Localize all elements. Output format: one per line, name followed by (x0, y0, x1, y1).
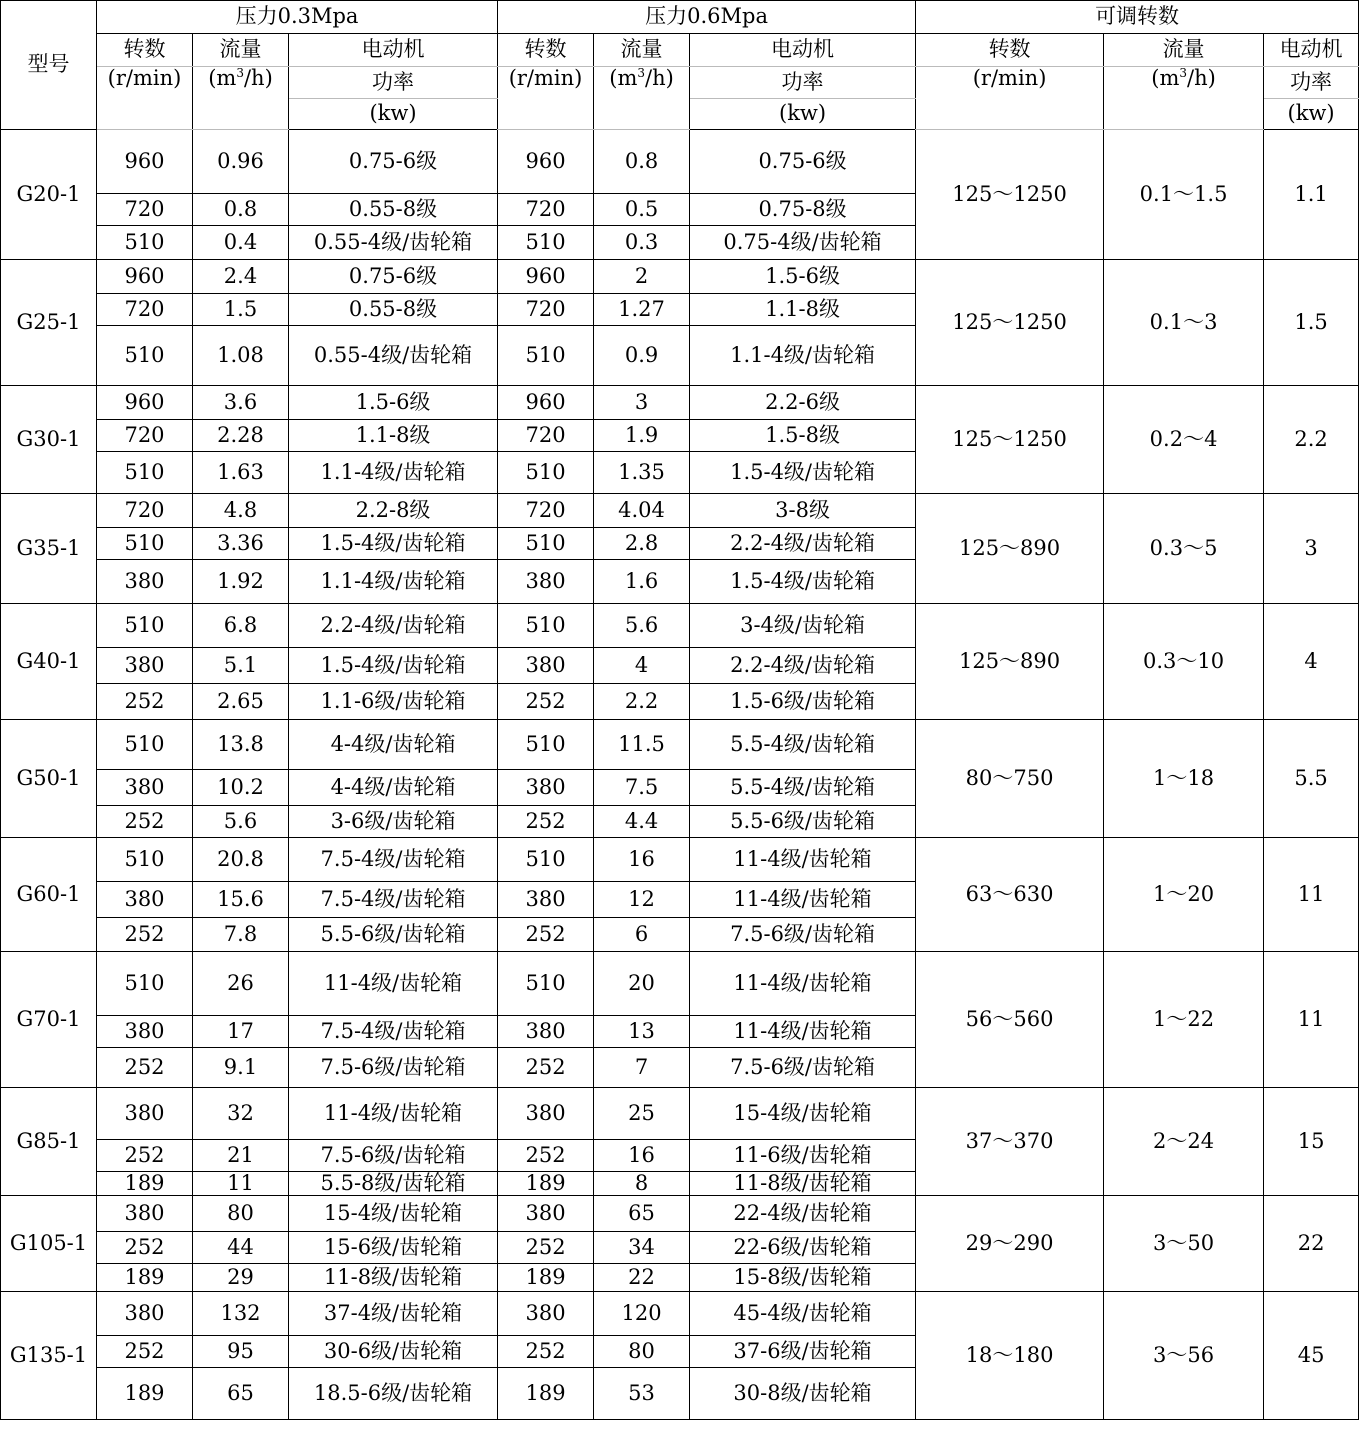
flow-0.3mpa-cell: 7.8 (193, 918, 289, 952)
flow-0.6mpa-cell: 11.5 (594, 720, 690, 770)
speed-0.6mpa-cell: 510 (498, 226, 594, 260)
speed-0.3mpa-cell: 252 (97, 1140, 193, 1172)
adjustable-flow-cell: 1～18 (1104, 720, 1264, 838)
flow-0.3mpa-cell: 13.8 (193, 720, 289, 770)
motor-0.6mpa-cell: 0.75-6级 (690, 130, 916, 194)
motor-0.3mpa-cell: 5.5-6级/齿轮箱 (289, 918, 498, 952)
motor-0.6mpa-cell: 2.2-4级/齿轮箱 (690, 648, 916, 684)
speed-0.6mpa-cell: 380 (498, 1088, 594, 1140)
header-speed-unit: (r/min) (498, 67, 594, 130)
header-flow-unit: $(m^3/h)$ (193, 67, 289, 130)
motor-0.6mpa-cell: 1.5-6级 (690, 260, 916, 294)
motor-0.6mpa-cell: 11-4级/齿轮箱 (690, 1016, 916, 1048)
header-model: 型号 (1, 1, 97, 130)
flow-0.6mpa-cell: 2 (594, 260, 690, 294)
flow-0.6mpa-cell: 1.6 (594, 560, 690, 604)
adjustable-flow-cell: 1～20 (1104, 838, 1264, 952)
header-speed-unit: (r/min) (916, 67, 1104, 130)
speed-0.6mpa-cell: 380 (498, 882, 594, 918)
table-row (1, 720, 1359, 770)
speed-0.6mpa-cell: 380 (498, 1016, 594, 1048)
flow-0.6mpa-cell: 13 (594, 1016, 690, 1048)
speed-0.3mpa-cell: 252 (97, 1336, 193, 1368)
header-flow: 流量 (594, 34, 690, 67)
flow-0.3mpa-cell: 2.28 (193, 420, 289, 452)
flow-0.3mpa-cell: 0.8 (193, 194, 289, 226)
table-row (1, 1196, 1359, 1232)
model-cell: G60-1 (1, 838, 97, 952)
speed-0.6mpa-cell: 720 (498, 494, 594, 528)
motor-0.6mpa-cell: 5.5-4级/齿轮箱 (690, 720, 916, 770)
speed-0.6mpa-cell: 189 (498, 1368, 594, 1420)
motor-0.3mpa-cell: 0.55-8级 (289, 194, 498, 226)
model-cell: G20-1 (1, 130, 97, 260)
model-cell: G85-1 (1, 1088, 97, 1196)
adjustable-speed-cell: 125～890 (916, 494, 1104, 604)
motor-0.3mpa-cell: 4-4级/齿轮箱 (289, 770, 498, 806)
motor-0.3mpa-cell: 1.5-6级 (289, 386, 498, 420)
motor-0.6mpa-cell: 1.5-6级/齿轮箱 (690, 684, 916, 720)
speed-0.6mpa-cell: 510 (498, 720, 594, 770)
flow-0.6mpa-cell: 4.04 (594, 494, 690, 528)
speed-0.3mpa-cell: 510 (97, 952, 193, 1016)
flow-0.6mpa-cell: 80 (594, 1336, 690, 1368)
speed-0.6mpa-cell: 510 (498, 838, 594, 882)
table-row (1, 1292, 1359, 1336)
flow-0.6mpa-cell: 0.9 (594, 326, 690, 386)
motor-0.3mpa-cell: 7.5-6级/齿轮箱 (289, 1140, 498, 1172)
motor-0.6mpa-cell: 5.5-4级/齿轮箱 (690, 770, 916, 806)
model-cell: G70-1 (1, 952, 97, 1088)
speed-0.6mpa-cell: 510 (498, 452, 594, 494)
flow-0.3mpa-cell: 9.1 (193, 1048, 289, 1088)
flow-0.3mpa-cell: 1.5 (193, 294, 289, 326)
motor-0.3mpa-cell: 18.5-6级/齿轮箱 (289, 1368, 498, 1420)
table-row (1, 838, 1359, 882)
speed-0.6mpa-cell: 510 (498, 952, 594, 1016)
flow-0.6mpa-cell: 53 (594, 1368, 690, 1420)
speed-0.3mpa-cell: 720 (97, 294, 193, 326)
motor-0.6mpa-cell: 22-6级/齿轮箱 (690, 1232, 916, 1264)
motor-0.6mpa-cell: 11-4级/齿轮箱 (690, 838, 916, 882)
motor-0.3mpa-cell: 1.5-4级/齿轮箱 (289, 528, 498, 560)
flow-0.6mpa-cell: 22 (594, 1264, 690, 1292)
adjustable-flow-cell: 0.1～1.5 (1104, 130, 1264, 260)
flow-0.3mpa-cell: 32 (193, 1088, 289, 1140)
header-motor: 电动机 (1264, 34, 1359, 67)
flow-0.3mpa-cell: 11 (193, 1172, 289, 1196)
flow-0.6mpa-cell: 0.5 (594, 194, 690, 226)
motor-0.3mpa-cell: 11-8级/齿轮箱 (289, 1264, 498, 1292)
table-row (1, 386, 1359, 420)
adjustable-speed-cell: 125～1250 (916, 130, 1104, 260)
header-group-0.6mpa: 压力0.6Mpa (498, 1, 916, 34)
speed-0.3mpa-cell: 960 (97, 386, 193, 420)
motor-0.3mpa-cell: 1.1-4级/齿轮箱 (289, 560, 498, 604)
motor-0.6mpa-cell: 30-8级/齿轮箱 (690, 1368, 916, 1420)
speed-0.3mpa-cell: 380 (97, 1292, 193, 1336)
motor-0.6mpa-cell: 11-4级/齿轮箱 (690, 952, 916, 1016)
motor-0.3mpa-cell: 37-4级/齿轮箱 (289, 1292, 498, 1336)
model-cell: G35-1 (1, 494, 97, 604)
speed-0.6mpa-cell: 380 (498, 648, 594, 684)
speed-0.6mpa-cell: 252 (498, 918, 594, 952)
header-power-unit: (kw) (289, 99, 498, 130)
adjustable-speed-cell: 80～750 (916, 720, 1104, 838)
speed-0.6mpa-cell: 960 (498, 260, 594, 294)
speed-0.6mpa-cell: 960 (498, 130, 594, 194)
adjustable-power-cell: 1.1 (1264, 130, 1359, 260)
motor-0.3mpa-cell: 2.2-8级 (289, 494, 498, 528)
adjustable-power-cell: 4 (1264, 604, 1359, 720)
speed-0.6mpa-cell: 720 (498, 420, 594, 452)
motor-0.6mpa-cell: 2.2-6级 (690, 386, 916, 420)
adjustable-power-cell: 1.5 (1264, 260, 1359, 386)
flow-0.6mpa-cell: 0.8 (594, 130, 690, 194)
speed-0.3mpa-cell: 510 (97, 226, 193, 260)
flow-0.3mpa-cell: 15.6 (193, 882, 289, 918)
flow-0.3mpa-cell: 0.4 (193, 226, 289, 260)
adjustable-speed-cell: 18～180 (916, 1292, 1104, 1420)
speed-0.3mpa-cell: 252 (97, 1232, 193, 1264)
speed-0.3mpa-cell: 252 (97, 684, 193, 720)
table-row (1, 952, 1359, 1016)
motor-0.6mpa-cell: 11-4级/齿轮箱 (690, 882, 916, 918)
flow-0.6mpa-cell: 16 (594, 838, 690, 882)
spec-body (1, 130, 1359, 1420)
speed-0.3mpa-cell: 720 (97, 194, 193, 226)
adjustable-flow-cell: 3～50 (1104, 1196, 1264, 1292)
flow-0.3mpa-cell: 44 (193, 1232, 289, 1264)
model-cell: G105-1 (1, 1196, 97, 1292)
motor-0.6mpa-cell: 11-8级/齿轮箱 (690, 1172, 916, 1196)
table-row (1, 130, 1359, 194)
header-power: 功率 (690, 67, 916, 99)
motor-0.6mpa-cell: 1.5-4级/齿轮箱 (690, 452, 916, 494)
speed-0.3mpa-cell: 510 (97, 528, 193, 560)
speed-0.3mpa-cell: 510 (97, 604, 193, 648)
speed-0.3mpa-cell: 189 (97, 1172, 193, 1196)
motor-0.6mpa-cell: 2.2-4级/齿轮箱 (690, 528, 916, 560)
adjustable-power-cell: 15 (1264, 1088, 1359, 1196)
speed-0.6mpa-cell: 189 (498, 1172, 594, 1196)
flow-0.6mpa-cell: 65 (594, 1196, 690, 1232)
flow-0.3mpa-cell: 2.4 (193, 260, 289, 294)
motor-0.3mpa-cell: 7.5-4级/齿轮箱 (289, 838, 498, 882)
flow-0.6mpa-cell: 7 (594, 1048, 690, 1088)
flow-0.6mpa-cell: 12 (594, 882, 690, 918)
flow-0.6mpa-cell: 4.4 (594, 806, 690, 838)
flow-0.3mpa-cell: 5.6 (193, 806, 289, 838)
speed-0.6mpa-cell: 720 (498, 294, 594, 326)
speed-0.3mpa-cell: 189 (97, 1264, 193, 1292)
speed-0.6mpa-cell: 380 (498, 1196, 594, 1232)
header-power: 功率 (1264, 67, 1359, 99)
flow-0.3mpa-cell: 0.96 (193, 130, 289, 194)
motor-0.3mpa-cell: 11-4级/齿轮箱 (289, 952, 498, 1016)
header-flow: 流量 (193, 34, 289, 67)
motor-0.3mpa-cell: 0.55-4级/齿轮箱 (289, 326, 498, 386)
speed-0.3mpa-cell: 510 (97, 326, 193, 386)
header-motor: 电动机 (289, 34, 498, 67)
flow-0.6mpa-cell: 25 (594, 1088, 690, 1140)
motor-0.3mpa-cell: 1.1-4级/齿轮箱 (289, 452, 498, 494)
motor-0.6mpa-cell: 5.5-6级/齿轮箱 (690, 806, 916, 838)
speed-0.6mpa-cell: 510 (498, 604, 594, 648)
adjustable-speed-cell: 29～290 (916, 1196, 1104, 1292)
flow-0.3mpa-cell: 6.8 (193, 604, 289, 648)
speed-0.3mpa-cell: 380 (97, 1196, 193, 1232)
motor-0.6mpa-cell: 7.5-6级/齿轮箱 (690, 1048, 916, 1088)
speed-0.6mpa-cell: 252 (498, 1336, 594, 1368)
motor-0.3mpa-cell: 1.1-8级 (289, 420, 498, 452)
adjustable-speed-cell: 63～630 (916, 838, 1104, 952)
flow-0.6mpa-cell: 6 (594, 918, 690, 952)
motor-0.6mpa-cell: 1.1-4级/齿轮箱 (690, 326, 916, 386)
flow-0.3mpa-cell: 95 (193, 1336, 289, 1368)
speed-0.6mpa-cell: 510 (498, 528, 594, 560)
adjustable-power-cell: 45 (1264, 1292, 1359, 1420)
motor-0.6mpa-cell: 0.75-4级/齿轮箱 (690, 226, 916, 260)
model-cell: G50-1 (1, 720, 97, 838)
motor-0.3mpa-cell: 7.5-4级/齿轮箱 (289, 1016, 498, 1048)
motor-0.6mpa-cell: 15-4级/齿轮箱 (690, 1088, 916, 1140)
flow-0.6mpa-cell: 2.2 (594, 684, 690, 720)
flow-0.6mpa-cell: 8 (594, 1172, 690, 1196)
flow-0.3mpa-cell: 80 (193, 1196, 289, 1232)
speed-0.6mpa-cell: 252 (498, 1232, 594, 1264)
motor-0.6mpa-cell: 37-6级/齿轮箱 (690, 1336, 916, 1368)
flow-0.3mpa-cell: 20.8 (193, 838, 289, 882)
adjustable-power-cell: 2.2 (1264, 386, 1359, 494)
flow-0.3mpa-cell: 65 (193, 1368, 289, 1420)
speed-0.3mpa-cell: 380 (97, 770, 193, 806)
flow-0.6mpa-cell: 1.27 (594, 294, 690, 326)
model-cell: G40-1 (1, 604, 97, 720)
adjustable-flow-cell: 3～56 (1104, 1292, 1264, 1420)
motor-0.3mpa-cell: 3-6级/齿轮箱 (289, 806, 498, 838)
header-power: 功率 (289, 67, 498, 99)
model-cell: G30-1 (1, 386, 97, 494)
flow-0.6mpa-cell: 120 (594, 1292, 690, 1336)
speed-0.3mpa-cell: 252 (97, 1048, 193, 1088)
header-power-unit: (kw) (1264, 99, 1359, 130)
table-row (1, 494, 1359, 528)
motor-0.6mpa-cell: 7.5-6级/齿轮箱 (690, 918, 916, 952)
adjustable-speed-cell: 125～890 (916, 604, 1104, 720)
motor-0.6mpa-cell: 3-4级/齿轮箱 (690, 604, 916, 648)
flow-0.3mpa-cell: 4.8 (193, 494, 289, 528)
motor-0.3mpa-cell: 1.5-4级/齿轮箱 (289, 648, 498, 684)
adjustable-flow-cell: 0.1～3 (1104, 260, 1264, 386)
flow-0.3mpa-cell: 17 (193, 1016, 289, 1048)
flow-0.6mpa-cell: 2.8 (594, 528, 690, 560)
header-flow-unit: $(m^3/h)$ (594, 67, 690, 130)
adjustable-speed-cell: 125～1250 (916, 260, 1104, 386)
header-group-0.3mpa: 压力0.3Mpa (97, 1, 498, 34)
speed-0.3mpa-cell: 189 (97, 1368, 193, 1420)
motor-0.3mpa-cell: 7.5-4级/齿轮箱 (289, 882, 498, 918)
motor-0.3mpa-cell: 7.5-6级/齿轮箱 (289, 1048, 498, 1088)
speed-0.3mpa-cell: 380 (97, 1088, 193, 1140)
flow-0.3mpa-cell: 5.1 (193, 648, 289, 684)
speed-0.6mpa-cell: 380 (498, 1292, 594, 1336)
header-flow-unit: $(m^3/h)$ (1104, 67, 1264, 130)
header-speed: 转数 (97, 34, 193, 67)
model-cell: G135-1 (1, 1292, 97, 1420)
motor-0.6mpa-cell: 3-8级 (690, 494, 916, 528)
speed-0.6mpa-cell: 380 (498, 560, 594, 604)
speed-0.3mpa-cell: 960 (97, 260, 193, 294)
flow-0.6mpa-cell: 4 (594, 648, 690, 684)
speed-0.3mpa-cell: 380 (97, 1016, 193, 1048)
table-row (1, 604, 1359, 648)
motor-0.3mpa-cell: 0.75-6级 (289, 130, 498, 194)
adjustable-power-cell: 11 (1264, 838, 1359, 952)
adjustable-speed-cell: 37～370 (916, 1088, 1104, 1196)
flow-0.6mpa-cell: 1.35 (594, 452, 690, 494)
motor-0.3mpa-cell: 15-6级/齿轮箱 (289, 1232, 498, 1264)
motor-0.3mpa-cell: 2.2-4级/齿轮箱 (289, 604, 498, 648)
motor-0.6mpa-cell: 0.75-8级 (690, 194, 916, 226)
adjustable-power-cell: 5.5 (1264, 720, 1359, 838)
motor-0.3mpa-cell: 0.55-8级 (289, 294, 498, 326)
flow-0.3mpa-cell: 2.65 (193, 684, 289, 720)
flow-0.3mpa-cell: 26 (193, 952, 289, 1016)
header-speed: 转数 (916, 34, 1104, 67)
flow-0.6mpa-cell: 1.9 (594, 420, 690, 452)
motor-0.6mpa-cell: 45-4级/齿轮箱 (690, 1292, 916, 1336)
motor-0.6mpa-cell: 22-4级/齿轮箱 (690, 1196, 916, 1232)
flow-0.6mpa-cell: 7.5 (594, 770, 690, 806)
header-speed: 转数 (498, 34, 594, 67)
flow-0.6mpa-cell: 20 (594, 952, 690, 1016)
speed-0.3mpa-cell: 380 (97, 648, 193, 684)
speed-0.3mpa-cell: 380 (97, 882, 193, 918)
adjustable-flow-cell: 0.3～10 (1104, 604, 1264, 720)
motor-0.3mpa-cell: 30-6级/齿轮箱 (289, 1336, 498, 1368)
motor-0.3mpa-cell: 4-4级/齿轮箱 (289, 720, 498, 770)
adjustable-flow-cell: 0.3～5 (1104, 494, 1264, 604)
flow-0.3mpa-cell: 29 (193, 1264, 289, 1292)
speed-0.3mpa-cell: 510 (97, 452, 193, 494)
speed-0.3mpa-cell: 380 (97, 560, 193, 604)
speed-0.3mpa-cell: 720 (97, 420, 193, 452)
speed-0.3mpa-cell: 510 (97, 838, 193, 882)
motor-0.3mpa-cell: 5.5-8级/齿轮箱 (289, 1172, 498, 1196)
adjustable-power-cell: 22 (1264, 1196, 1359, 1292)
flow-0.6mpa-cell: 34 (594, 1232, 690, 1264)
model-cell: G25-1 (1, 260, 97, 386)
adjustable-power-cell: 11 (1264, 952, 1359, 1088)
adjustable-flow-cell: 0.2～4 (1104, 386, 1264, 494)
speed-0.6mpa-cell: 252 (498, 806, 594, 838)
flow-0.3mpa-cell: 1.08 (193, 326, 289, 386)
flow-0.6mpa-cell: 0.3 (594, 226, 690, 260)
speed-0.6mpa-cell: 252 (498, 1048, 594, 1088)
motor-0.3mpa-cell: 11-4级/齿轮箱 (289, 1088, 498, 1140)
header-motor: 电动机 (690, 34, 916, 67)
adjustable-speed-cell: 125～1250 (916, 386, 1104, 494)
motor-0.6mpa-cell: 1.5-4级/齿轮箱 (690, 560, 916, 604)
speed-0.3mpa-cell: 510 (97, 720, 193, 770)
speed-0.6mpa-cell: 189 (498, 1264, 594, 1292)
speed-0.3mpa-cell: 720 (97, 494, 193, 528)
motor-0.3mpa-cell: 0.75-6级 (289, 260, 498, 294)
motor-0.3mpa-cell: 1.1-6级/齿轮箱 (289, 684, 498, 720)
flow-0.3mpa-cell: 132 (193, 1292, 289, 1336)
speed-0.6mpa-cell: 380 (498, 770, 594, 806)
motor-0.6mpa-cell: 1.5-8级 (690, 420, 916, 452)
flow-0.6mpa-cell: 3 (594, 386, 690, 420)
motor-0.3mpa-cell: 15-4级/齿轮箱 (289, 1196, 498, 1232)
motor-0.6mpa-cell: 11-6级/齿轮箱 (690, 1140, 916, 1172)
header-flow: 流量 (1104, 34, 1264, 67)
flow-0.3mpa-cell: 3.36 (193, 528, 289, 560)
speed-0.6mpa-cell: 252 (498, 1140, 594, 1172)
flow-0.3mpa-cell: 10.2 (193, 770, 289, 806)
header-power-unit: (kw) (690, 99, 916, 130)
flow-0.6mpa-cell: 5.6 (594, 604, 690, 648)
speed-0.6mpa-cell: 252 (498, 684, 594, 720)
adjustable-flow-cell: 2～24 (1104, 1088, 1264, 1196)
flow-0.3mpa-cell: 1.63 (193, 452, 289, 494)
motor-0.6mpa-cell: 15-8级/齿轮箱 (690, 1264, 916, 1292)
header-group-adjustable: 可调转数 (916, 1, 1359, 34)
flow-0.3mpa-cell: 3.6 (193, 386, 289, 420)
speed-0.6mpa-cell: 720 (498, 194, 594, 226)
table-row (1, 260, 1359, 294)
flow-0.6mpa-cell: 16 (594, 1140, 690, 1172)
speed-0.6mpa-cell: 960 (498, 386, 594, 420)
speed-0.3mpa-cell: 252 (97, 918, 193, 952)
speed-0.6mpa-cell: 510 (498, 326, 594, 386)
table-row (1, 1088, 1359, 1140)
header-speed-unit: (r/min) (97, 67, 193, 130)
speed-0.3mpa-cell: 252 (97, 806, 193, 838)
motor-0.3mpa-cell: 0.55-4级/齿轮箱 (289, 226, 498, 260)
motor-0.6mpa-cell: 1.1-8级 (690, 294, 916, 326)
flow-0.3mpa-cell: 1.92 (193, 560, 289, 604)
flow-0.3mpa-cell: 21 (193, 1140, 289, 1172)
adjustable-speed-cell: 56～560 (916, 952, 1104, 1088)
speed-0.3mpa-cell: 960 (97, 130, 193, 194)
adjustable-power-cell: 3 (1264, 494, 1359, 604)
adjustable-flow-cell: 1～22 (1104, 952, 1264, 1088)
